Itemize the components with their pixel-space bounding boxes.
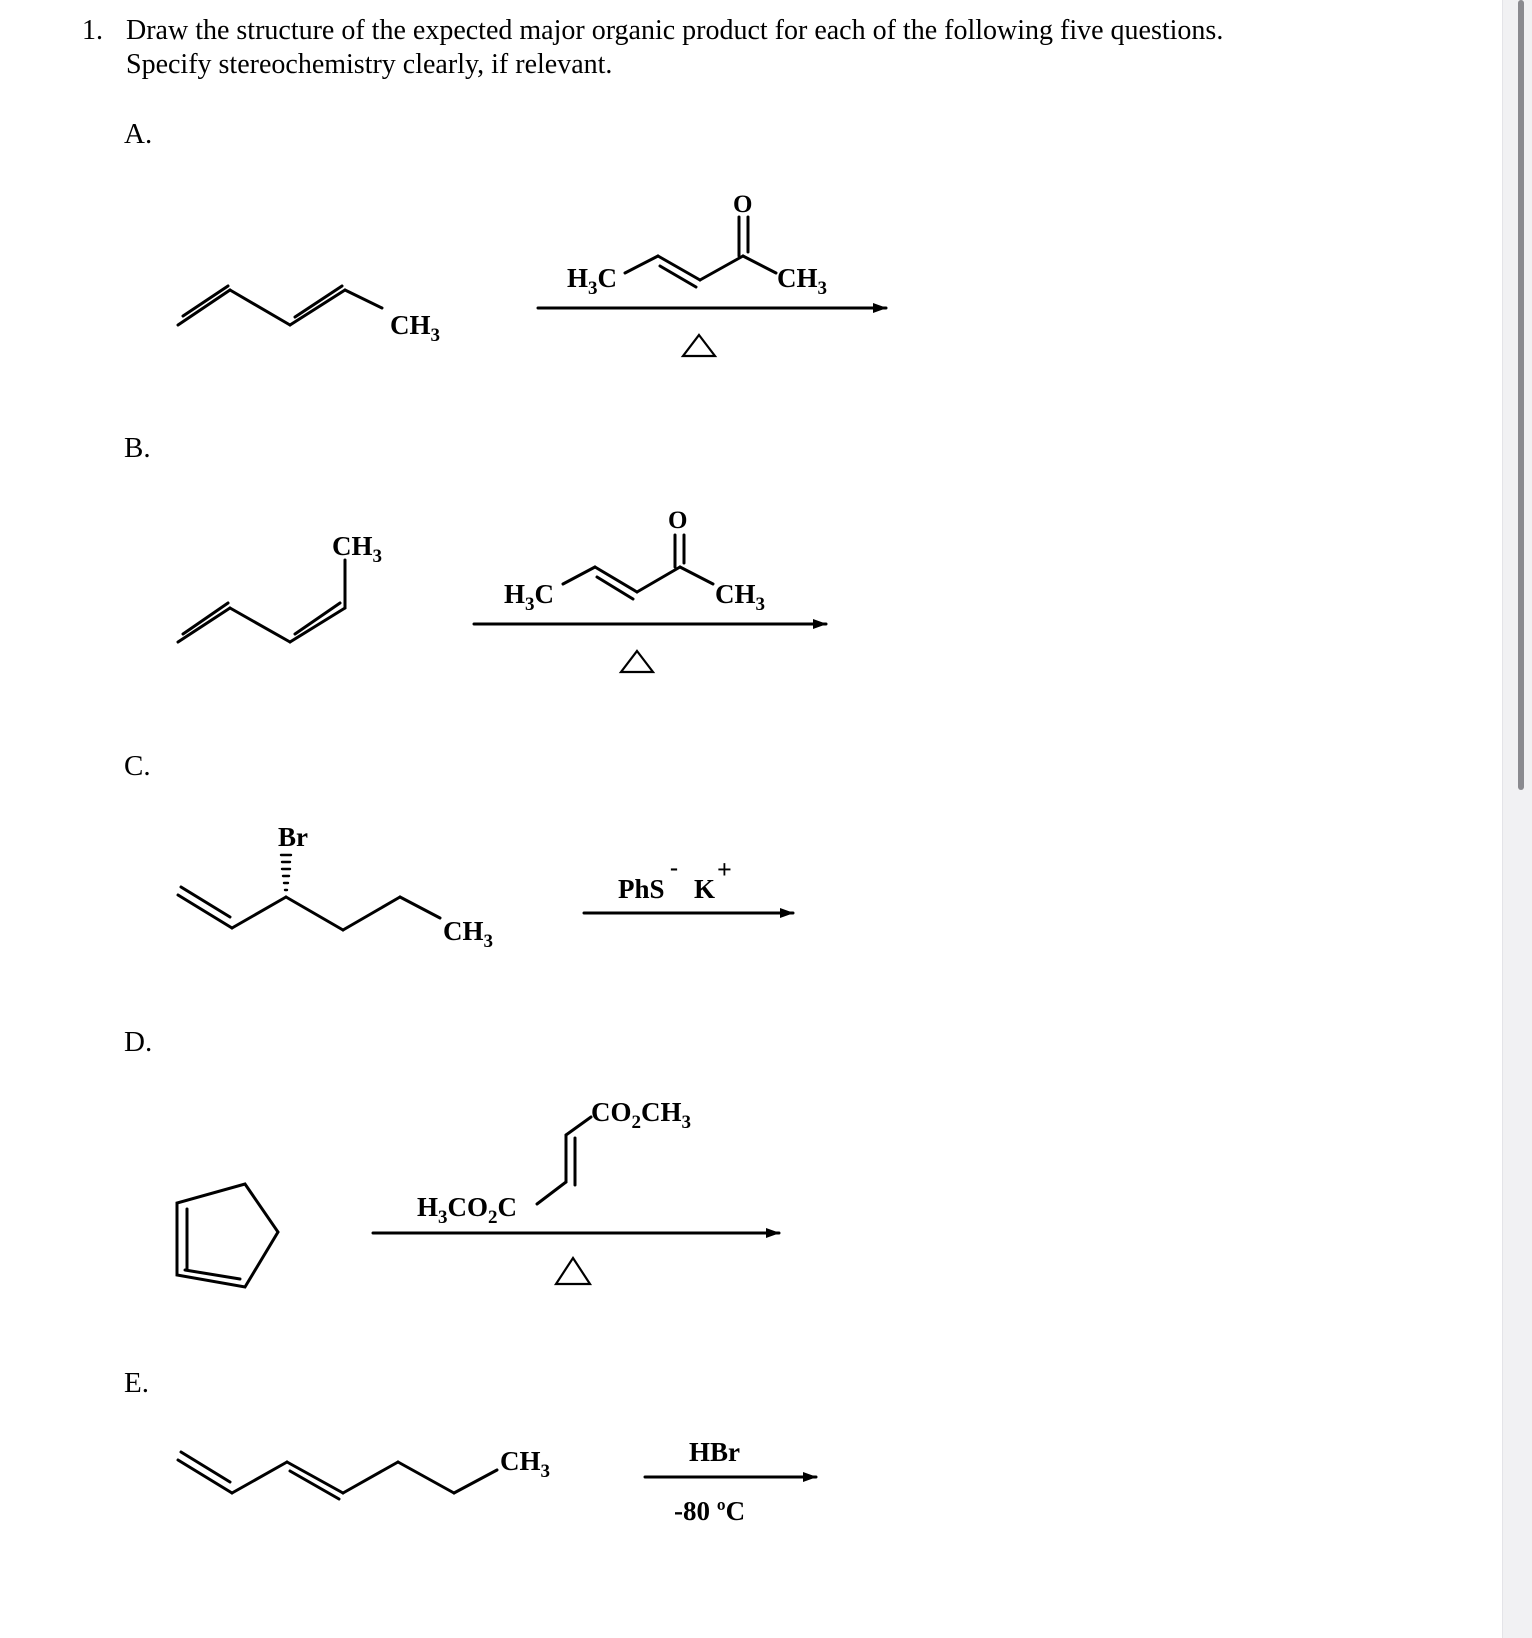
part-b-reagent-h3c: $H_3C$ bbox=[504, 579, 555, 615]
part-a-label: A. bbox=[124, 118, 153, 150]
part-d-label: D. bbox=[124, 1026, 153, 1058]
scrollbar-track[interactable] bbox=[1502, 0, 1532, 1638]
part-a-dienophile bbox=[625, 217, 776, 287]
part-e-label: E. bbox=[124, 1367, 149, 1399]
part-c-minus-charge: - bbox=[670, 855, 678, 881]
part-b-reagent-oxygen: O bbox=[668, 507, 688, 534]
part-b-substrate-ch3: $CH_3$ bbox=[332, 531, 382, 567]
part-d-dienophile bbox=[537, 1117, 591, 1204]
part-e-substrate-ch3: $CH_3$ bbox=[500, 1446, 550, 1482]
question-line-2: Specify stereochemistry clearly, if relevant. bbox=[126, 49, 613, 80]
scrollbar-thumb[interactable] bbox=[1518, 0, 1524, 790]
part-a-reagent-h3c: $H_3C$ bbox=[567, 263, 618, 299]
part-b-label: B. bbox=[124, 432, 151, 464]
part-e-reagent-hbr: HBr bbox=[689, 1437, 740, 1467]
part-c-substrate bbox=[178, 887, 440, 930]
part-e-substrate bbox=[178, 1452, 497, 1499]
part-d-dienophile-co2ch3: $CO_2CH_3$ bbox=[591, 1097, 691, 1133]
part-d-cyclopentadiene bbox=[177, 1184, 278, 1287]
part-b-reagent-ch3: $CH_3$ bbox=[715, 579, 765, 615]
part-d-heat-icon bbox=[556, 1258, 590, 1284]
part-c-reagent-phs: PhS bbox=[618, 874, 665, 904]
part-b-diene bbox=[178, 560, 345, 642]
part-a-reagent-oxygen: O bbox=[733, 191, 753, 218]
part-d-dienophile-h3co2c: $H_3CO_2C$ bbox=[417, 1192, 518, 1228]
part-a-diene bbox=[178, 286, 382, 325]
part-c-substrate-ch3: $CH_3$ bbox=[443, 916, 493, 952]
part-c-reagent-k: K bbox=[694, 874, 716, 904]
part-c-plus-charge: + bbox=[717, 855, 732, 884]
question-number: 1. bbox=[82, 15, 103, 46]
part-c-label: C. bbox=[124, 750, 151, 782]
part-b-dienophile bbox=[563, 535, 713, 599]
part-c-hashed-wedge bbox=[281, 855, 291, 890]
part-c-bromine: Br bbox=[278, 822, 308, 852]
part-a-substrate-ch3: $CH_3$ bbox=[390, 310, 440, 346]
part-a-reagent-ch3: $CH_3$ bbox=[777, 263, 827, 299]
part-b-heat-icon bbox=[621, 651, 653, 672]
part-e-condition-temp: -80 ºC bbox=[674, 1496, 746, 1526]
question-line-1: Draw the structure of the expected major organic product for each of the following five questions. bbox=[126, 15, 1224, 46]
part-a-heat-icon bbox=[683, 335, 715, 356]
